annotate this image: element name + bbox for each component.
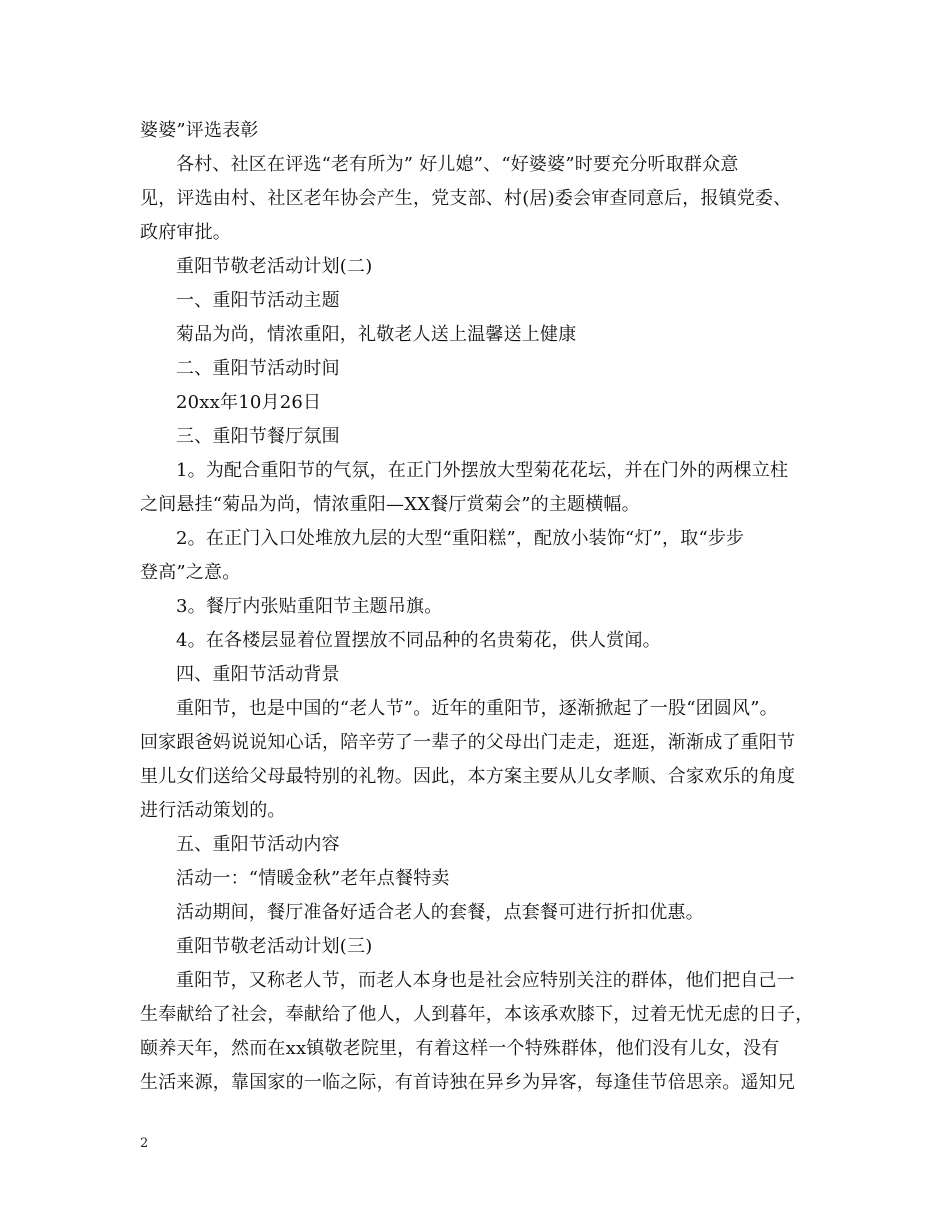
text-line: 生活来源，靠国家的一临之际，有首诗独在异乡为异客，每逢佳节倍思亲。遥知兄 <box>140 1072 796 1093</box>
text-line: 重阳节敬老活动计划(二) <box>176 256 373 277</box>
text-line: 活动一：“情暖金秋”老年点餐特卖 <box>176 868 450 889</box>
text-line: 各村、社区在评选“老有所为” 好儿媳”、“好婆婆”时要充分听取群众意 <box>176 154 739 175</box>
text-line: 2。在正门入口处堆放九层的大型“重阳糕”，配放小装饰“灯”，取“步步 <box>176 528 745 549</box>
text-line: 二、重阳节活动时间 <box>176 358 340 379</box>
text-line: 20xx年10月26日 <box>176 392 322 413</box>
page-number: 2 <box>140 1136 149 1151</box>
text-line: 一、重阳节活动主题 <box>176 290 340 311</box>
text-line: 见，评选由村、社区老年协会产生，党支部、村(居)委会审查同意后，报镇党委、 <box>140 188 792 209</box>
text-line: 三、重阳节餐厅氛围 <box>176 426 340 447</box>
text-line: 之间悬挂“菊品为尚，情浓重阳—XX餐厅赏菊会”的主题横幅。 <box>140 494 640 515</box>
text-line: 重阳节，又称老人节，而老人本身也是社会应特别关注的群体，他们把自己一 <box>176 970 795 991</box>
document-body <box>140 114 830 1100</box>
text-line: 4。在各楼层显着位置摆放不同品种的名贵菊花，供人赏闻。 <box>176 630 661 651</box>
text-line: 进行活动策划的。 <box>140 800 286 821</box>
text-line: 重阳节敬老活动计划(三) <box>176 936 373 957</box>
text-line: 里儿女们送给父母最特别的礼物。因此，本方案主要从儿女孝顺、合家欢乐的角度 <box>140 766 796 787</box>
text-line: 重阳节，也是中国的“老人节”。近年的重阳节，逐渐掀起了一股“团圆风”。 <box>176 698 778 719</box>
text-line: 婆婆”评选表彰 <box>140 120 259 141</box>
text-line: 回家跟爸妈说说知心话，陪辛劳了一辈子的父母出门走走，逛逛，渐渐成了重阳节 <box>140 732 796 753</box>
text-line: 生奉献给了社会，奉献给了他人，人到暮年，本该承欢膝下，过着无忧无虑的日子， <box>140 1004 814 1025</box>
text-line: 3。餐厅内张贴重阳节主题吊旗。 <box>176 596 443 617</box>
text-line: 政府审批。 <box>140 222 231 243</box>
text-line: 1。为配合重阳节的气氛，在正门外摆放大型菊花花坛，并在门外的两棵立柱 <box>176 460 789 481</box>
text-line: 活动期间，餐厅准备好适合老人的套餐，点套餐可进行折扣优惠。 <box>176 902 704 923</box>
text-line: 五、重阳节活动内容 <box>176 834 340 855</box>
text-line: 登高”之意。 <box>140 562 241 583</box>
text-line: 四、重阳节活动背景 <box>176 664 340 685</box>
text-line: 菊品为尚，情浓重阳，礼敬老人送上温馨送上健康 <box>176 324 577 345</box>
text-line: 颐养天年，然而在xx镇敬老院里，有着这样一个特殊群体，他们没有儿女，没有 <box>140 1038 780 1059</box>
